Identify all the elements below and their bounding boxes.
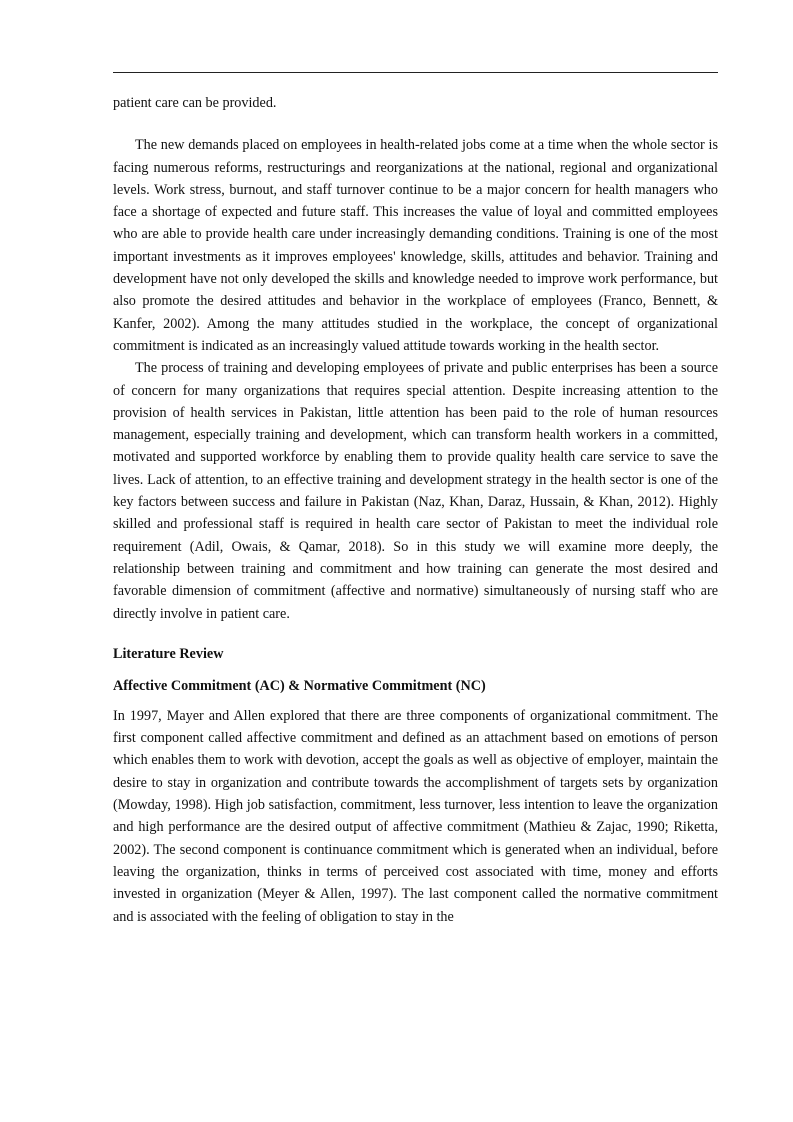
continuation-text: patient care can be provided. <box>113 95 277 111</box>
subsection-heading: Affective Commitment (AC) & Normative Commitment (NC) <box>113 677 486 694</box>
body-paragraph-1: The new demands placed on employees in health-related jobs come at a time when the whole sector is facing numerous reforms, restructurings and reorganizations at the national, regional and organizational levels. Work stress, burnout, and staff turnover continue to be a major concern for health managers who face a shortage of expected and future staff. This increases the value of loyal and committed employees who are able to provide health care under increasingly demanding conditions. Training is one of the most important investments as it improves employees' knowledge, skills, attitudes and behavior. Training and development have not only developed the skills and knowledge needed to improve work performance, but also promote the desired attitudes and behavior in the workplace of employees (Franco, Bennett, & Kanfer, 2002). Among the many attitudes studied in the workplace, the concept of organizational commitment is indicated as an increasingly valued attitude towards working in the health sector. <box>113 137 718 354</box>
body-paragraph-3: In 1997, Mayer and Allen explored that there are three components of organizational commitment. The first component called affective commitment and defined as an attachment based on emotions of person which enables them to work with devotion, accept the goals as well as objective of employer, maintain the desire to stay in organization and contribute towards the accomplishment of targets sets by organization (Mowday, 1998). High job satisfaction, commitment, less turnover, less intention to leave the organization and high performance are the desired output of affective commitment (Mathieu & Zajac, 1990; Riketta, 2002). The second component is continuance commitment which is generated when an individual, before leaving the organization, thinks in terms of perceived cost associated with time, money and efforts invested in organization (Meyer & Allen, 1997). The last component called the normative commitment and is associated with the feeling of obligation to stay in the <box>113 707 718 925</box>
section-heading: Literature Review <box>113 645 224 662</box>
header-rule <box>113 72 718 73</box>
page-body <box>113 92 718 928</box>
body-paragraph-2: The process of training and developing employees of private and public enterprises has been a source of concern for many organizations that requires special attention. Despite increasing attention to the provision of health services in Pakistan, little attention has been paid to the role of human resources management, especially training and development, which can transform health workers in a committed, motivated and supported workforce by enabling them to provide quality health care service to save the lives. Lack of attention, to an effective training and development strategy in the health sector is one of the key factors between success and failure in Pakistan (Naz, Khan, Daraz, Hussain, & Khan, 2012). Highly skilled and professional staff is required in health care sector of Pakistan to meet the individual role requirement (Adil, Owais, & Qamar, 2018). So in this study we will examine more deeply, the relationship between training and commitment and how training can generate the most desired and favorable dimension of commitment (affective and normative) simultaneously of nursing staff who are directly involve in patient care. <box>113 360 718 622</box>
